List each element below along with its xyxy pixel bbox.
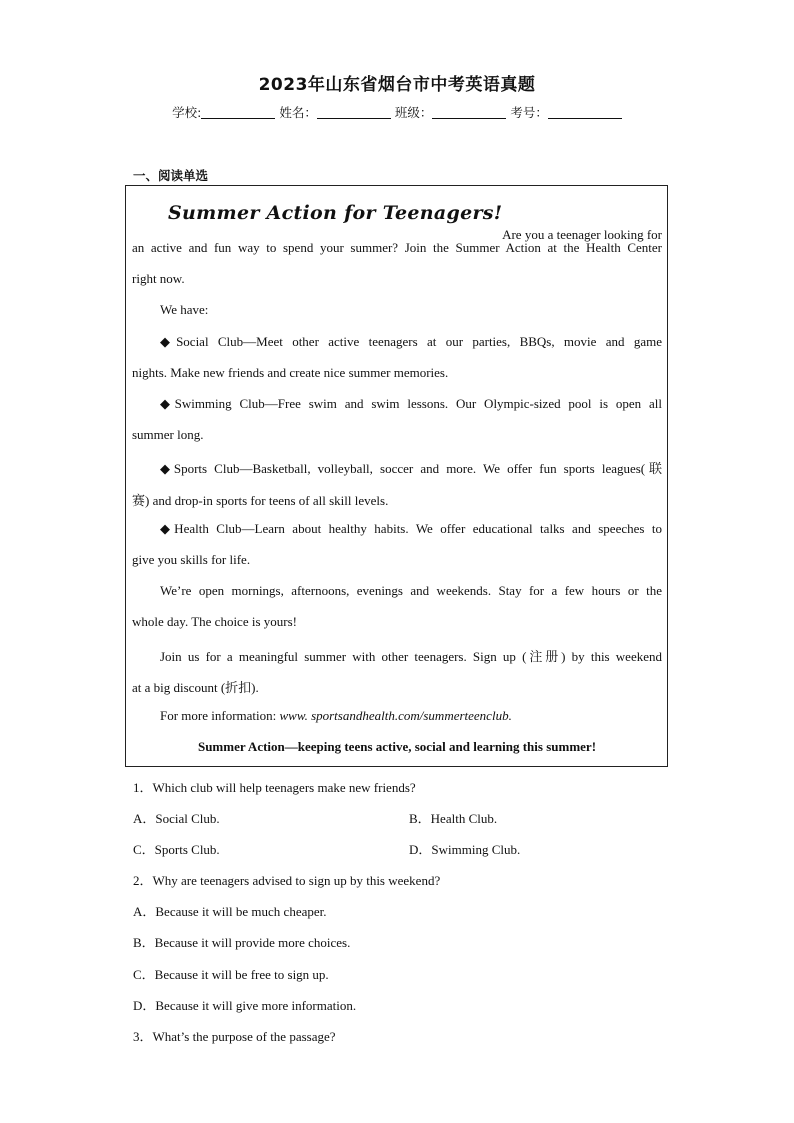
social-club-line-1: ◆Social Club—Meet other active teenagers at our parties, BBQs, movie and game: [160, 334, 662, 349]
social-club-line-2: nights. Make new friends and create nice summer memories.: [132, 365, 449, 380]
swimming-club-line-1: ◆Swimming Club—Free swim and swim lessons. Our Olympic-sized pool is open all: [160, 396, 662, 411]
section-title: 一、阅读单选: [133, 168, 209, 183]
we-have-label: We have:: [160, 302, 209, 317]
student-info-line: [0, 103, 794, 121]
sports-club-line-2: 赛) and drop-in sports for teens of all skill levels.: [132, 493, 389, 508]
q2-option-d: D．Because it will give more information.: [133, 998, 357, 1013]
question-2: 2．Why are teenagers advised to sign up by this weekend?: [133, 873, 441, 888]
name-label: 姓名：: [279, 105, 317, 120]
more-info-line: [160, 708, 662, 724]
open-hours-line-2: whole day. The choice is yours!: [132, 614, 297, 629]
q2-option-a: A．Because it will be much cheaper.: [133, 904, 327, 919]
passage-first-line: [168, 202, 662, 243]
open-hours-line-1: We’re open mornings, afternoons, evenings and weekends. Stay for a few hours or the: [160, 583, 662, 598]
question-1: 1．Which club will help teenagers make new friends?: [133, 780, 416, 795]
passage-heading: Summer Action for Teenagers!: [168, 202, 503, 224]
passage-slogan: Summer Action—keeping teens active, social and learning this summer!: [197, 739, 597, 754]
passage-intro-2: an active and fun way to spend your summer? Join the Summer Action at the Health Center: [132, 240, 662, 255]
health-club-line-1: ◆Health Club—Learn about healthy habits. We offer educational talks and speeches to: [160, 521, 662, 536]
school-label: 学校:: [172, 105, 202, 120]
join-us-line-2: at a big discount (折扣).: [132, 680, 259, 695]
class-blank: [432, 105, 506, 119]
q1-option-b: B．Health Club.: [409, 811, 498, 826]
q1-option-a: A．Social Club.: [133, 811, 220, 826]
school-blank: [201, 105, 275, 119]
more-info-url: www. sportsandhealth.com/summerteenclub.: [279, 708, 512, 723]
question-3: 3．What’s the purpose of the passage?: [133, 1029, 336, 1044]
page-title: 2023年山东省烟台市中考英语真题: [258, 75, 536, 95]
sports-club-line-1: ◆Sports Club—Basketball, volleyball, soccer and more. We offer fun sports leagues(联: [160, 461, 662, 476]
swimming-club-line-2: summer long.: [132, 427, 204, 442]
more-info-label: For more information:: [160, 708, 277, 723]
number-label: 考号：: [510, 105, 548, 120]
number-blank: [548, 105, 622, 119]
passage-intro-1: Are you a teenager looking for: [502, 227, 662, 242]
q2-option-c: C．Because it will be free to sign up.: [133, 967, 329, 982]
passage-intro-3: right now.: [132, 271, 185, 286]
q1-option-d: D．Swimming Club.: [409, 842, 521, 857]
q1-option-c: C．Sports Club.: [133, 842, 220, 857]
join-us-line-1: Join us for a meaningful summer with other teenagers. Sign up (注册) by this weekend: [160, 649, 662, 664]
health-club-line-2: give you skills for life.: [132, 552, 251, 567]
q2-option-b: B．Because it will provide more choices.: [133, 935, 351, 950]
name-blank: [317, 105, 391, 119]
class-label: 班级：: [394, 105, 433, 120]
